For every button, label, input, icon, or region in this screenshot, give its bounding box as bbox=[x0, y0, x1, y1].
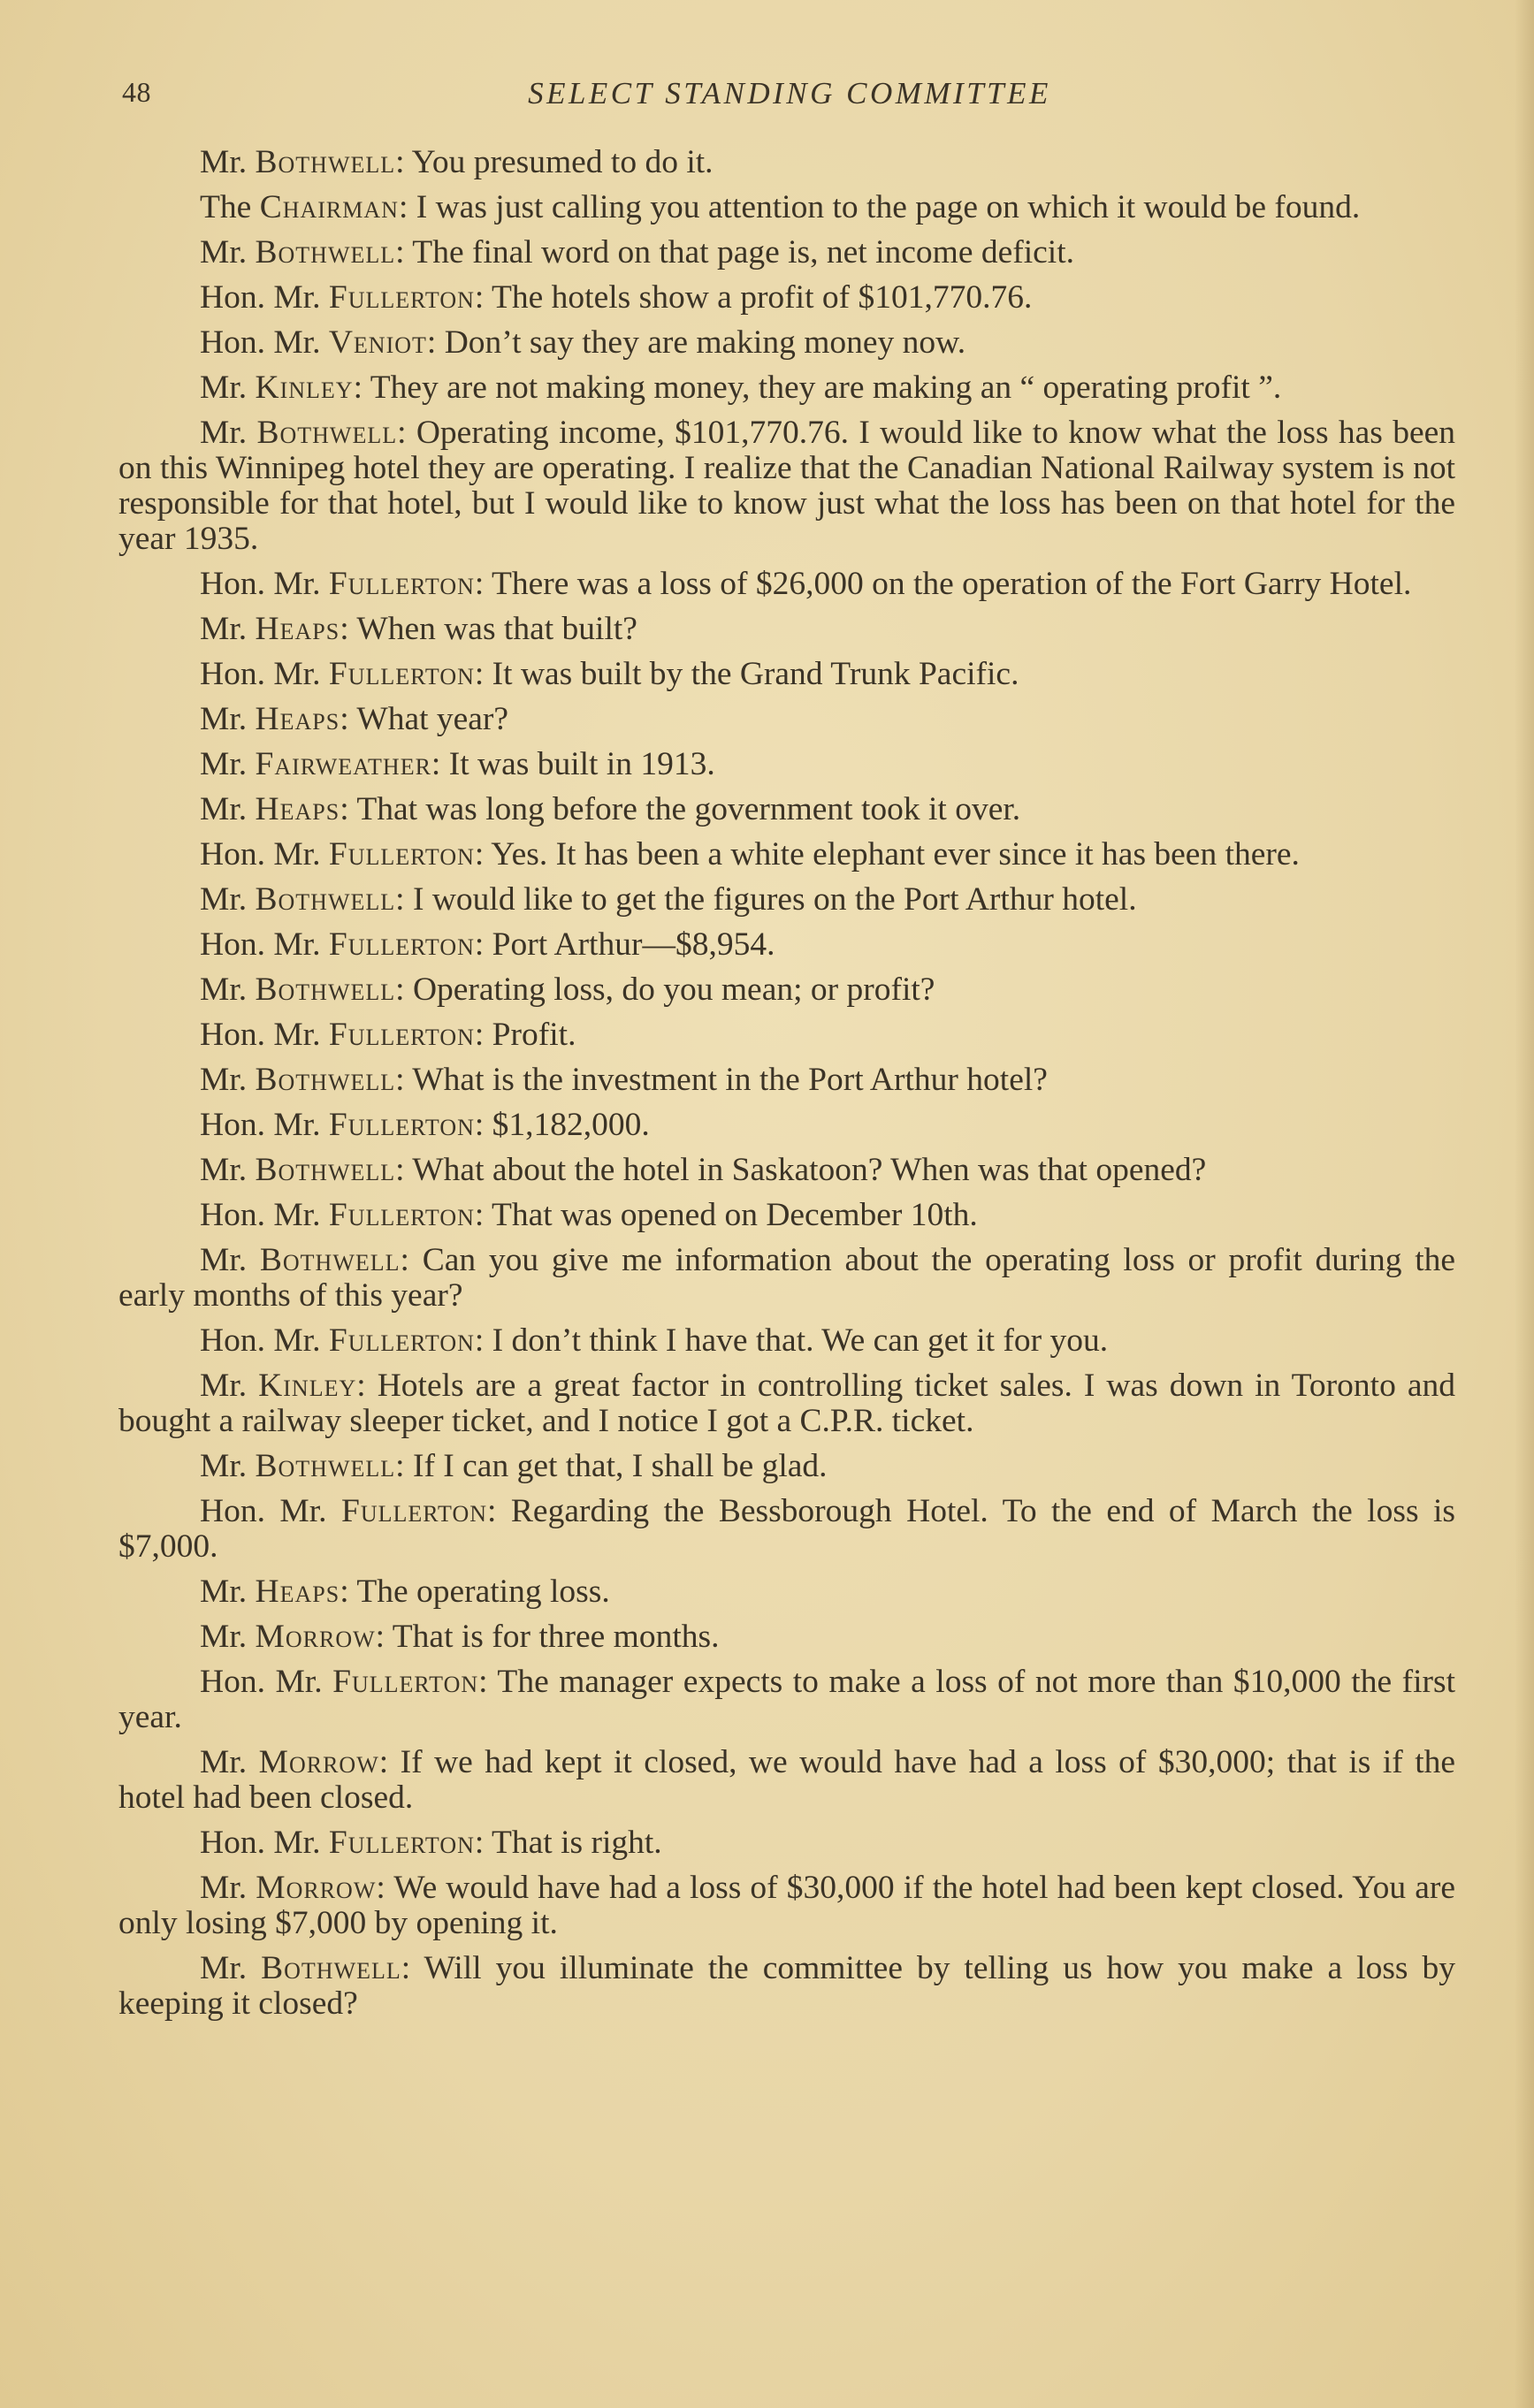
speaker-title: The bbox=[200, 189, 252, 225]
transcript-paragraph: Mr. Bothwell: Can you give me information about the operating loss or profit during the early months of this year? bbox=[118, 1242, 1456, 1314]
speaker-title: Mr. bbox=[200, 881, 248, 918]
transcript-paragraph: Hon. Mr. Fullerton: It was built by the Grand Trunk Pacific. bbox=[200, 656, 1019, 692]
speaker-name: Bothwell bbox=[255, 1448, 396, 1484]
transcript-paragraph: Hon. Mr. Veniot: Don’t say they are making money now. bbox=[200, 324, 966, 361]
speaker-name: Kinley bbox=[255, 370, 354, 406]
transcript-paragraph: Hon. Mr. Fullerton: That is right. bbox=[200, 1825, 662, 1861]
transcript-paragraph: Mr. Bothwell: Operating loss, do you mean; or profit? bbox=[200, 972, 935, 1008]
speaker-title: Mr. bbox=[200, 972, 248, 1008]
speaker-name: Kinley bbox=[258, 1368, 357, 1404]
transcript-paragraph: Hon. Mr. Fullerton: The manager expects to make a loss of not more than $10,000 the first year. bbox=[118, 1664, 1456, 1735]
transcript-paragraph: Hon. Mr. Fullerton: $1,182,000. bbox=[200, 1107, 650, 1143]
speaker-title: Hon. Mr. bbox=[200, 1493, 327, 1529]
speech-text: What about the hotel in Saskatoon? When was that opened? bbox=[412, 1152, 1207, 1188]
speaker-title: Mr. bbox=[200, 1448, 248, 1484]
speaker-title: Mr. bbox=[200, 1744, 248, 1780]
transcript-paragraph: Mr. Heaps: That was long before the government took it over. bbox=[200, 791, 1021, 827]
transcript-paragraph: Mr. Bothwell: You presumed to do it. bbox=[200, 144, 714, 180]
speaker-title: Mr. bbox=[200, 144, 248, 180]
speech-text: The operating loss. bbox=[356, 1574, 610, 1610]
speech-text: We would have had a loss of $30,000 if the hotel had been kept closed. You are only losing $7,000 by opening it. bbox=[118, 1870, 1455, 1941]
speaker-name: Fullerton bbox=[341, 1493, 488, 1529]
speaker-title: Mr. bbox=[200, 1242, 248, 1278]
speaker-title: Hon. Mr. bbox=[200, 1107, 321, 1143]
speech-text: It was built in 1913. bbox=[448, 746, 715, 782]
speech-text: Don’t say they are making money now. bbox=[444, 324, 966, 361]
speech-text: It was built by the Grand Trunk Pacific. bbox=[492, 656, 1019, 692]
speech-text: Can you give me information about the operating loss or profit during the early months of this year? bbox=[118, 1242, 1456, 1314]
speaker-name: Morrow bbox=[258, 1744, 379, 1780]
speech-text: I would like to get the figures on the Port Arthur hotel. bbox=[412, 881, 1137, 918]
speaker-title: Mr. bbox=[200, 370, 248, 406]
speaker-title: Hon. Mr. bbox=[200, 324, 321, 361]
transcript-paragraph: Hon. Mr. Fullerton: Yes. It has been a white elephant ever since it has been there. bbox=[200, 836, 1300, 873]
speech-text: What year? bbox=[356, 701, 509, 737]
speaker-name: Bothwell bbox=[255, 1152, 396, 1188]
transcript-paragraph: Hon. Mr. Fullerton: Profit. bbox=[200, 1017, 576, 1053]
transcript-paragraph: Mr. Bothwell: What about the hotel in Saskatoon? When was that opened? bbox=[200, 1152, 1207, 1188]
speaker-title: Mr. bbox=[200, 791, 248, 827]
speech-text: That was long before the government took it over. bbox=[356, 791, 1021, 827]
speech-text: The manager expects to make a loss of not more than $10,000 the first year. bbox=[118, 1664, 1456, 1735]
transcript-paragraph: Mr. Kinley: Hotels are a great factor in controlling ticket sales. I was down in Toronto and bought a railway sleeper ticket, and I notice I got a C.P.R. ticket. bbox=[118, 1368, 1456, 1439]
speaker-name: Chairman bbox=[259, 189, 399, 225]
speaker-name: Bothwell bbox=[259, 1242, 401, 1278]
speaker-title: Hon. Mr. bbox=[200, 836, 321, 873]
speaker-name: Fullerton bbox=[332, 1664, 479, 1700]
speaker-name: Heaps bbox=[255, 791, 340, 827]
speaker-name: Fairweather bbox=[255, 746, 431, 782]
transcript-paragraph: Hon. Mr. Fullerton: The hotels show a profit of $101,770.76. bbox=[200, 279, 1033, 316]
speech-text: The final word on that page is, net income deficit. bbox=[412, 234, 1074, 271]
speech-text: If we had kept it closed, we would have had a loss of $30,000; that is if the hotel had been closed. bbox=[118, 1744, 1456, 1816]
speech-text: Hotels are a great factor in controlling ticket sales. I was down in Toronto and bought a railway sleeper ticket, and I notice I got a C.P.R. ticket. bbox=[118, 1368, 1456, 1439]
speaker-name: Fullerton bbox=[328, 656, 475, 692]
speaker-name: Morrow bbox=[256, 1870, 377, 1906]
speaker-name: Heaps bbox=[255, 1574, 340, 1610]
speech-text: They are not making money, they are making an “ operating profit ”. bbox=[370, 370, 1282, 406]
speaker-name: Fullerton bbox=[328, 926, 475, 963]
transcript-paragraph: Mr. Morrow: We would have had a loss of $30,000 if the hotel had been kept closed. You are only losing $7,000 by opening it. bbox=[118, 1870, 1455, 1941]
speech-text: Operating loss, do you mean; or profit? bbox=[412, 972, 935, 1008]
running-title: SELECT STANDING COMMITTEE bbox=[528, 76, 1051, 110]
transcript-paragraph: Mr. Morrow: That is for three months. bbox=[200, 1619, 720, 1655]
speaker-title: Hon. Mr. bbox=[200, 656, 321, 692]
speech-text: That is right. bbox=[492, 1825, 662, 1861]
speaker-title: Hon. Mr. bbox=[200, 279, 321, 316]
speaker-title: Mr. bbox=[200, 1950, 248, 1986]
transcript-paragraph: Hon. Mr. Fullerton: Port Arthur—$8,954. bbox=[200, 926, 775, 963]
page-number: 48 bbox=[122, 76, 151, 108]
speech-text: Port Arthur—$8,954. bbox=[492, 926, 775, 963]
transcript-paragraph: Hon. Mr. Fullerton: I don’t think I have that. We can get it for you. bbox=[200, 1322, 1109, 1359]
speech-text: That was opened on December 10th. bbox=[492, 1197, 978, 1233]
transcript-paragraph: Mr. Bothwell: Operating income, $101,770.76. I would like to know what the loss has been on this Winnipeg hotel they are operating. I realize that the Canadian National Railway system is not responsible for that hotel, but I would like to know just what the loss has been on that hotel for the year 1935. bbox=[118, 415, 1456, 557]
transcript-paragraph: Mr. Heaps: The operating loss. bbox=[200, 1574, 610, 1610]
speaker-title: Mr. bbox=[200, 1619, 248, 1655]
speaker-name: Bothwell bbox=[255, 881, 396, 918]
speaker-title: Mr. bbox=[200, 1870, 248, 1906]
speaker-title: Mr. bbox=[200, 1368, 248, 1404]
speaker-name: Heaps bbox=[255, 611, 340, 647]
speaker-title: Hon. Mr. bbox=[200, 926, 321, 963]
transcript-paragraph: Mr. Heaps: When was that built? bbox=[200, 611, 637, 647]
transcript-paragraph: Mr. Bothwell: I would like to get the figures on the Port Arthur hotel. bbox=[200, 881, 1137, 918]
speaker-title: Hon. Mr. bbox=[200, 1664, 323, 1700]
speech-text: What is the investment in the Port Arthur hotel? bbox=[412, 1062, 1048, 1098]
transcript-paragraph: Hon. Mr. Fullerton: Regarding the Bessborough Hotel. To the end of March the loss is $7,000. bbox=[118, 1493, 1455, 1565]
speaker-name: Fullerton bbox=[328, 1107, 475, 1143]
speaker-title: Mr. bbox=[200, 701, 248, 737]
speech-text: When was that built? bbox=[356, 611, 637, 647]
speaker-title: Mr. bbox=[200, 1574, 248, 1610]
speaker-title: Mr. bbox=[200, 415, 248, 451]
speech-text: I was just calling you attention to the page on which it would be found. bbox=[416, 189, 1361, 225]
speaker-title: Hon. Mr. bbox=[200, 1322, 321, 1359]
speaker-name: Bothwell bbox=[256, 415, 398, 451]
speech-text: $1,182,000. bbox=[492, 1107, 650, 1143]
speaker-name: Fullerton bbox=[328, 836, 475, 873]
speech-text: If I can get that, I shall be glad. bbox=[412, 1448, 828, 1484]
speaker-title: Mr. bbox=[200, 611, 248, 647]
speech-text: That is for three months. bbox=[392, 1619, 720, 1655]
speaker-name: Fullerton bbox=[328, 566, 475, 602]
transcript-paragraph: Mr. Heaps: What year? bbox=[200, 701, 509, 737]
speaker-name: Bothwell bbox=[255, 144, 396, 180]
speaker-name: Bothwell bbox=[255, 1062, 396, 1098]
speaker-title: Mr. bbox=[200, 746, 248, 782]
running-header bbox=[122, 76, 1457, 118]
speech-text: Profit. bbox=[492, 1017, 576, 1053]
speech-text: There was a loss of $26,000 on the operation of the Fort Garry Hotel. bbox=[492, 566, 1412, 602]
speaker-title: Hon. Mr. bbox=[200, 1197, 321, 1233]
speaker-title: Mr. bbox=[200, 1062, 248, 1098]
speaker-name: Bothwell bbox=[255, 234, 396, 271]
speech-text: I don’t think I have that. We can get it for you. bbox=[492, 1322, 1109, 1359]
speech-text: Yes. It has been a white elephant ever since it has been there. bbox=[491, 836, 1300, 873]
speech-text: Operating income, $101,770.76. I would like to know what the loss has been on this Winnipeg hotel they are operating. I realize that the Canadian National Railway system is not responsible for that hotel, but I would like to know just what the loss has been on that hotel for the year 1935. bbox=[118, 415, 1456, 557]
speaker-name: Fullerton bbox=[328, 1322, 475, 1359]
page-edge-shadow bbox=[1515, 0, 1534, 2408]
speaker-name: Fullerton bbox=[328, 1017, 475, 1053]
transcript-paragraph: Mr. Bothwell: The final word on that page is, net income deficit. bbox=[200, 234, 1074, 271]
transcript-paragraph: Hon. Mr. Fullerton: That was opened on December 10th. bbox=[200, 1197, 978, 1233]
speaker-title: Mr. bbox=[200, 234, 248, 271]
transcript-paragraph: Mr. Bothwell: If I can get that, I shall be glad. bbox=[200, 1448, 828, 1484]
speaker-title: Hon. Mr. bbox=[200, 566, 321, 602]
transcript-paragraph: Hon. Mr. Fullerton: There was a loss of $26,000 on the operation of the Fort Garry Hotel. bbox=[200, 566, 1412, 602]
speaker-name: Bothwell bbox=[261, 1950, 401, 1986]
speaker-name: Fullerton bbox=[328, 279, 475, 316]
transcript-paragraph: Mr. Bothwell: Will you illuminate the committee by telling us how you make a loss by keeping it closed? bbox=[118, 1950, 1455, 2022]
speaker-title: Hon. Mr. bbox=[200, 1017, 321, 1053]
speaker-name: Fullerton bbox=[328, 1197, 475, 1233]
speaker-name: Veniot bbox=[328, 324, 427, 361]
transcript-body bbox=[118, 145, 1455, 2031]
speaker-name: Heaps bbox=[255, 701, 340, 737]
speaker-name: Bothwell bbox=[255, 972, 396, 1008]
speaker-title: Hon. Mr. bbox=[200, 1825, 321, 1861]
transcript-paragraph: Mr. Fairweather: It was built in 1913. bbox=[200, 746, 715, 782]
speech-text: The hotels show a profit of $101,770.76. bbox=[492, 279, 1033, 316]
speech-text: Will you illuminate the committee by telling us how you make a loss by keeping it closed? bbox=[118, 1950, 1455, 2022]
transcript-paragraph: Mr. Morrow: If we had kept it closed, we would have had a loss of $30,000; that is if the hotel had been closed. bbox=[118, 1744, 1456, 1816]
transcript-paragraph: Mr. Bothwell: What is the investment in the Port Arthur hotel? bbox=[200, 1062, 1048, 1098]
speech-text: Regarding the Bessborough Hotel. To the end of March the loss is $7,000. bbox=[118, 1493, 1455, 1565]
speaker-name: Fullerton bbox=[328, 1825, 475, 1861]
transcript-paragraph: The Chairman: I was just calling you attention to the page on which it would be found. bbox=[200, 189, 1361, 225]
transcript-paragraph: Mr. Kinley: They are not making money, they are making an “ operating profit ”. bbox=[200, 370, 1282, 406]
speaker-title: Mr. bbox=[200, 1152, 248, 1188]
speech-text: You presumed to do it. bbox=[411, 144, 714, 180]
speaker-name: Morrow bbox=[255, 1619, 376, 1655]
